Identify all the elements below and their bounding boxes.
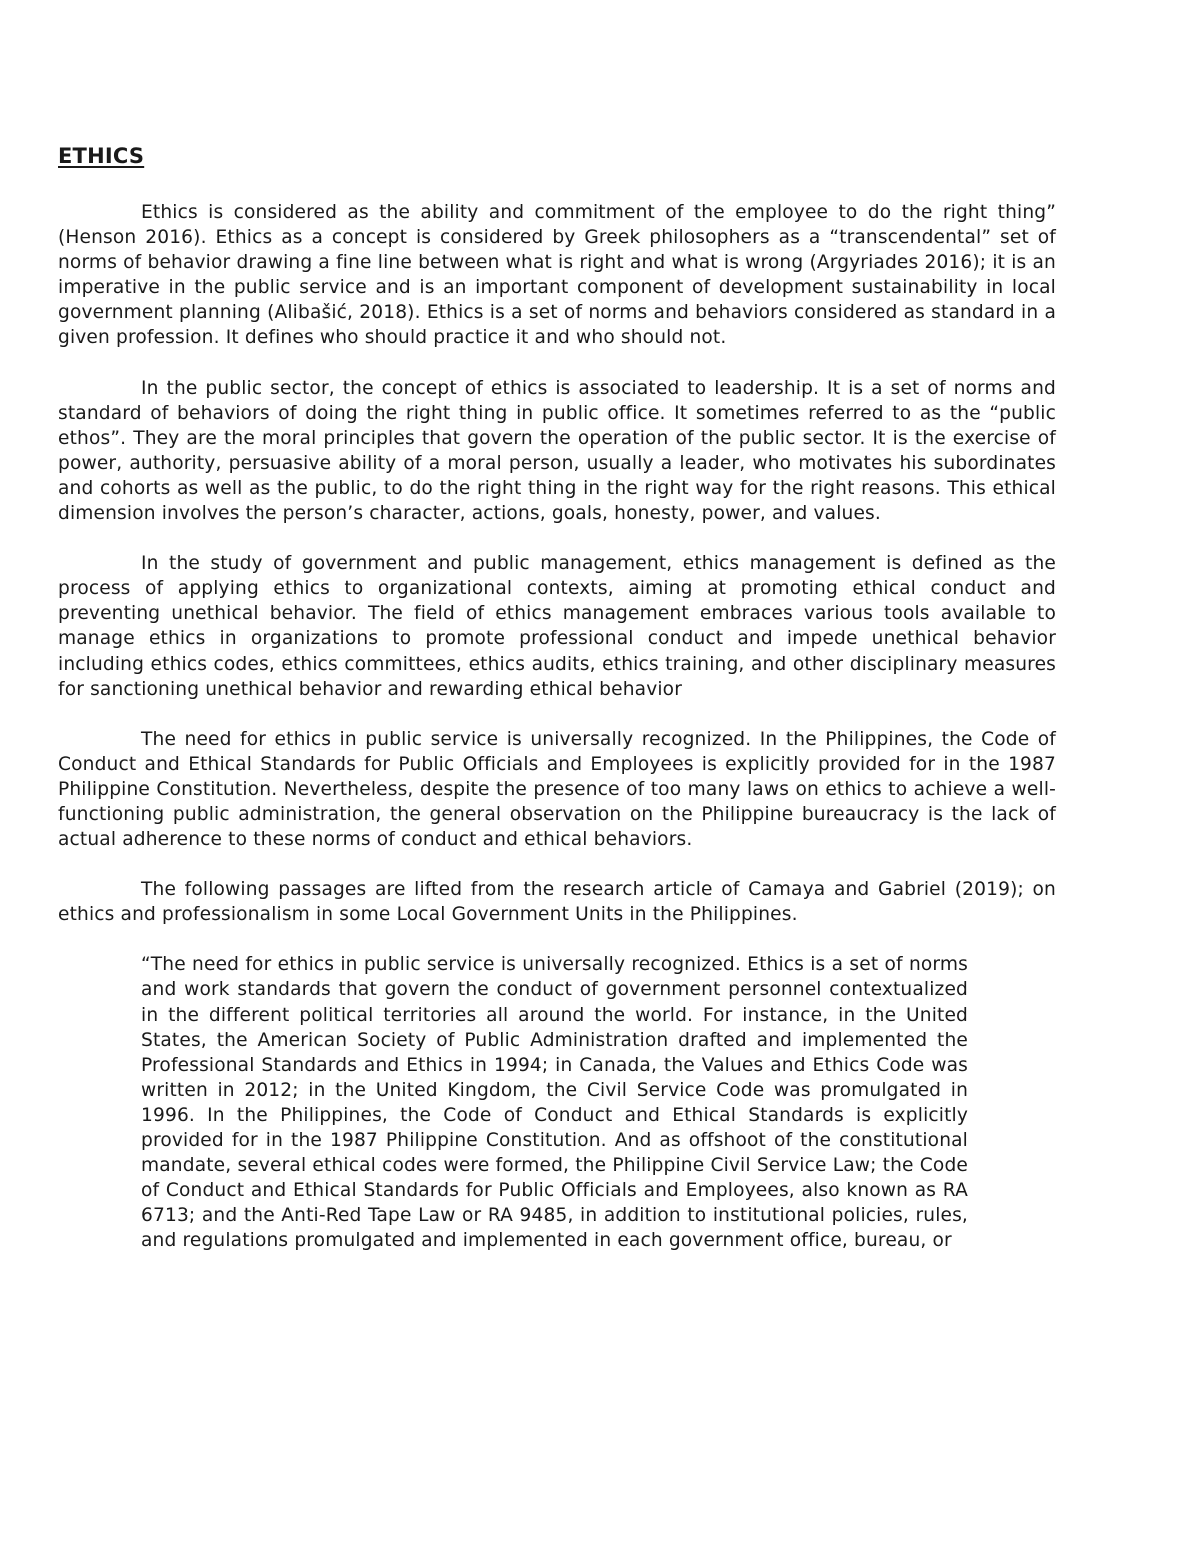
- paragraph-ethics-definition: Ethics is considered as the ability and commitment of the employee to do the right thing” (Henson 2016). Ethics as a concept is considered by Greek philosophers as a “transcendental” set of norms of behavior drawing a fine line between what is right and what is wrong (Argyriades 2016); it is an imperative in the public service and is an important component of development sustainability in local government planning (Alibašić, 2018). Ethics is a set of norms and behaviors considered as standard in a given profession. It defines who should practice it and who should not.: [58, 202, 1056, 349]
- paragraph-ethics-management: In the study of government and public management, ethics management is defined as the process of applying ethics to organizational contexts, aiming at promoting ethical conduct and preventing unethical behavior. The field of ethics management embraces various tools available to manage ethics in organizations to promote professional conduct and impede unethical behavior including ethics codes, ethics committees, ethics audits, ethics training, and other disciplinary measures for sanctioning unethical behavior and rewarding ethical behavior: [58, 553, 1056, 700]
- paragraph-philippines: The need for ethics in public service is universally recognized. In the Philippines, the Code of Conduct and Ethical Standards for Public Officials and Employees is explicitly provided for in the 1987 Philippine Constitution. Nevertheless, despite the presence of too many laws on ethics to achieve a well-functioning public administration, the general observation on the Philippine bureaucracy is the lack of actual adherence to these norms of conduct and ethical behaviors.: [58, 728, 1056, 851]
- block-quote: “The need for ethics in public service is universally recognized. Ethics is a set of norms and work standards that govern the conduct of government personnel contextualized in the different political territories all around the world. For instance, in the United States, the American Society of Public Administration drafted and implemented the Professional Standards and Ethics in 1994; in Canada, the Values and Ethics Code was written in 2012; in the United Kingdom, the Civil Service Code was promulgated in 1996. In the Philippines, the Code of Conduct and Ethical Standards is explicitly provided for in the 1987 Philippine Constitution. And as offshoot of the constitutional mandate, several ethical codes were formed, the Philippine Civil Service Law; the Code of Conduct and Ethical Standards for Public Officials and Employees, also known as RA 6713; and the Anti-Red Tape Law or RA 9485, in addition to institutional policies, rules, and regulations promulgated and implemented in each government office, bureau, or: [141, 954, 968, 1252]
- document-body: [58, 141, 1056, 1253]
- paragraph-public-sector: In the public sector, the concept of ethics is associated to leadership. It is a set of norms and standard of behaviors of doing the right thing in public office. It sometimes referred to as the “public ethos”. They are the moral principles that govern the operation of the public sector. It is the exercise of power, authority, persuasive ability of a moral person, usually a leader, who motivates his subordinates and cohorts as well as the public, to do the right thing in the right way for the right reasons. This ethical dimension involves the person’s character, actions, goals, honesty, power, and values.: [58, 377, 1056, 525]
- paragraph-passages-intro: The following passages are lifted from the research article of Camaya and Gabriel (2019); on ethics and professionalism in some Local Government Units in the Philippines.: [58, 879, 1056, 926]
- section-heading: ETHICS: [58, 144, 145, 168]
